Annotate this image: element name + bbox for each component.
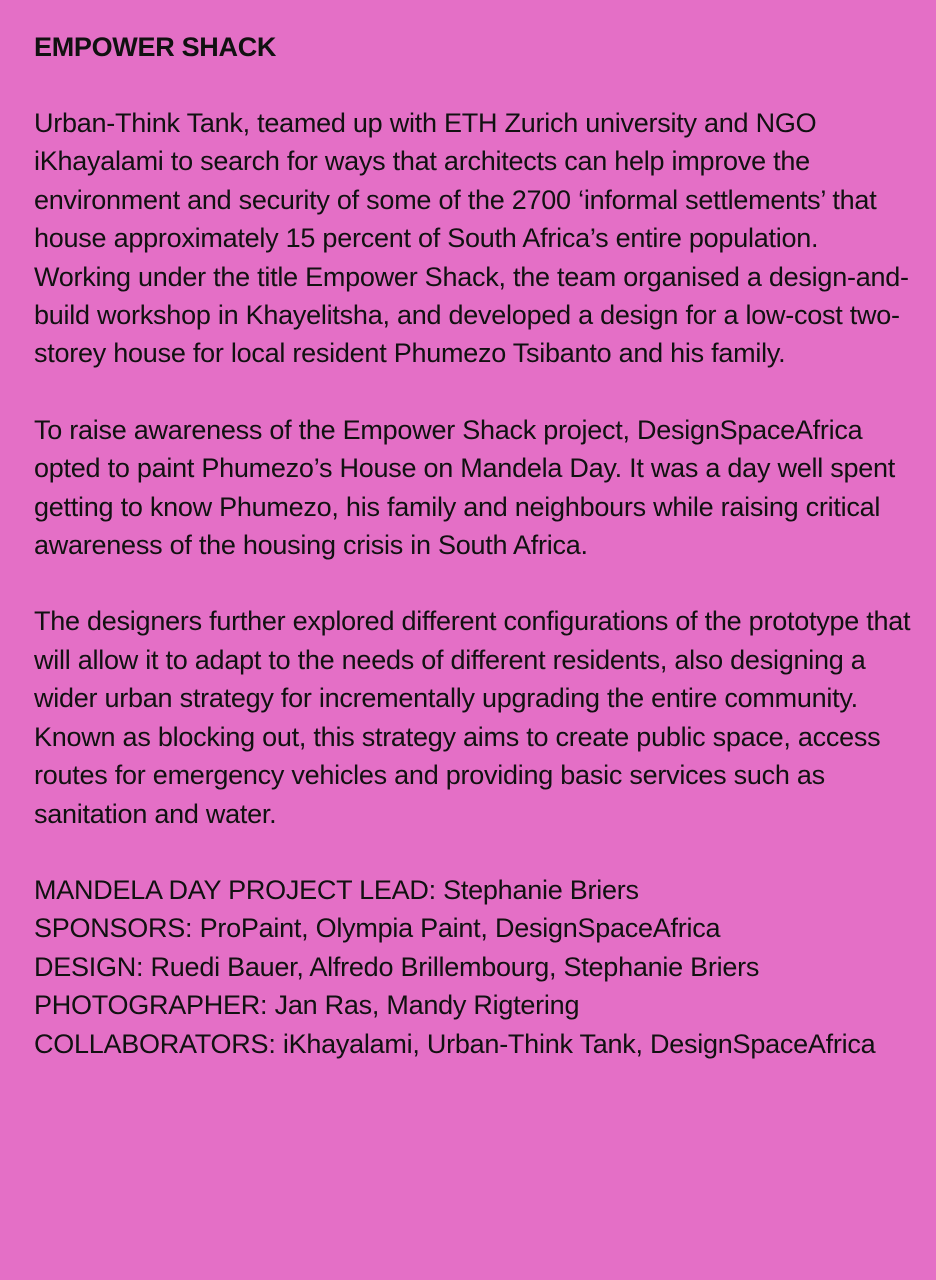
credit-label: DESIGN: [34,951,144,982]
credit-project-lead [34,871,918,909]
credits [34,871,918,1063]
credit-value: Stephanie Briers [443,874,639,905]
credit-design [34,948,918,986]
credit-label: PHOTOGRAPHER: [34,990,268,1021]
credit-sponsors [34,909,918,947]
credit-collaborators [34,1025,918,1063]
article-title: EMPOWER SHACK [34,32,277,62]
credit-value: ProPaint, Olympia Paint, DesignSpaceAfrica [199,913,721,944]
credit-label: SPONSORS: [34,913,193,944]
credit-label: COLLABORATORS: [34,1028,276,1059]
credit-photographer [34,986,918,1024]
credit-label: MANDELA DAY PROJECT LEAD: [34,874,436,905]
credit-value: Jan Ras, Mandy Rigtering [274,990,580,1021]
strategy-paragraph: The designers further explored different configurations of the prototype that will allow it to adapt to the needs of different residents, also designing a wider urban strategy for incrementally upgrading the entire community. Known as blocking out, this strategy aims to create public space, access routes for emergency vehicles and providing basic services such as sanitation and water. [34,606,911,829]
credit-value: Ruedi Bauer, Alfredo Brillembourg, Stephanie Briers [150,951,760,982]
credit-value: iKhayalami, Urban-Think Tank, DesignSpaceAfrica [282,1028,876,1059]
intro-paragraph: Urban-Think Tank, teamed up with ETH Zurich university and NGO iKhayalami to search for ways that architects can help improve the environment and security of some of the 2700 ‘informal settlements’ that house approximately 15 percent of South Africa’s entire population. Working under the title Empower Shack, the team organised a design-and-build workshop in Khayelitsha, and developed a design for a low-cost two-storey house for local resident Phumezo Tsibanto and his family. [34,108,909,369]
awareness-paragraph: To raise awareness of the Empower Shack project, DesignSpaceAfrica opted to paint Phumezo’s House on Mandela Day. It was a day well spent getting to know Phumezo, his family and neighbours while raising critical awareness of the housing crisis in South Africa. [34,414,896,561]
